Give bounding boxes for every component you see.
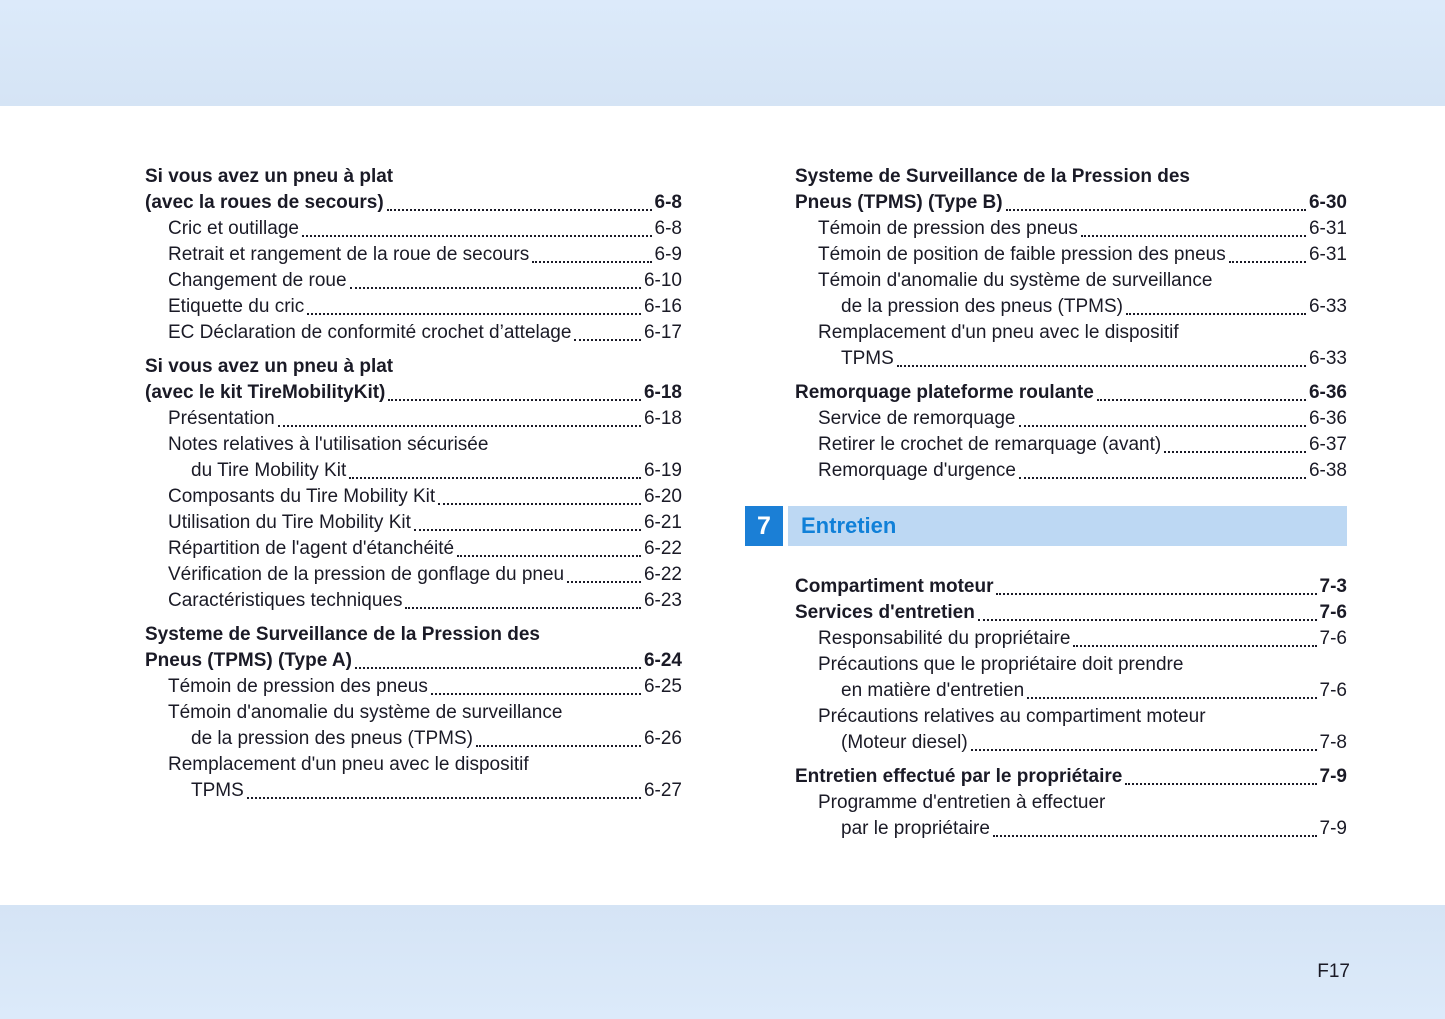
- toc-page-number: 6-38: [1308, 460, 1347, 481]
- toc-page-number: 6-31: [1308, 218, 1347, 239]
- toc-entry-text: Si vous avez un pneu à plat: [145, 166, 394, 187]
- toc-entry: [795, 600, 1347, 626]
- toc-page-number: 6-33: [1308, 348, 1347, 369]
- toc-page-number: 6-8: [654, 192, 682, 213]
- toc-entry: [145, 406, 682, 432]
- toc-entry: [795, 678, 1347, 704]
- toc-page-number: 6-8: [654, 218, 682, 239]
- dot-leader: [438, 503, 641, 505]
- toc-entry-text: Témoin d'anomalie du système de surveillance: [168, 702, 563, 723]
- toc-entry-text: Répartition de l'agent d'étanchéité: [168, 538, 455, 559]
- toc-entry-text: Précautions que le propriétaire doit prendre: [818, 654, 1184, 675]
- dot-leader: [993, 835, 1317, 837]
- toc-entry: [145, 458, 682, 484]
- toc-column-left: [145, 164, 682, 804]
- toc-section-tpms-type-b: [795, 164, 1347, 484]
- toc-page-number: 6-37: [1308, 434, 1347, 455]
- toc-entry-text: (Moteur diesel): [841, 732, 968, 753]
- toc-entry-text: Etiquette du cric: [168, 296, 305, 317]
- toc-entry-text: de la pression des pneus (TPMS): [841, 296, 1123, 317]
- toc-entry-text: Cric et outillage: [168, 218, 299, 239]
- dot-leader: [978, 619, 1317, 621]
- dot-leader: [532, 261, 651, 263]
- toc-entry-text: Pneus (TPMS) (Type A): [145, 650, 352, 671]
- toc-page-number: 7-9: [1319, 818, 1347, 839]
- toc-entry: [795, 574, 1347, 600]
- toc-page-number: 7-6: [1319, 628, 1347, 649]
- toc-entry-text: Témoin de pression des pneus: [818, 218, 1078, 239]
- dot-leader: [567, 581, 641, 583]
- toc-entry: [145, 484, 682, 510]
- dot-leader: [387, 209, 652, 211]
- toc-entry-text: Compartiment moteur: [795, 576, 994, 597]
- toc-entry: [795, 346, 1347, 372]
- dot-leader: [1125, 783, 1316, 785]
- toc-column-right: [757, 164, 1347, 842]
- toc-entry: [145, 380, 682, 406]
- toc-page-number: 6-9: [654, 244, 682, 265]
- toc-entry: [145, 778, 682, 804]
- toc-entry: [145, 164, 682, 190]
- toc-entry: [795, 432, 1347, 458]
- toc-page-number: 6-19: [643, 460, 682, 481]
- toc-page-number: 6-16: [643, 296, 682, 317]
- page-number: F17: [1317, 961, 1350, 982]
- toc-entry: [795, 216, 1347, 242]
- toc-entry: [795, 320, 1347, 346]
- toc-entry: [145, 190, 682, 216]
- toc-page-number: 6-10: [643, 270, 682, 291]
- toc-entry-text: Retirer le crochet de remarquage (avant): [818, 434, 1162, 455]
- toc-entry-text: Retrait et rangement de la roue de secours: [168, 244, 530, 265]
- toc-entry-text: Remorquage plateforme roulante: [795, 382, 1094, 403]
- toc-entry-text: TPMS: [841, 348, 894, 369]
- dot-leader: [302, 235, 652, 237]
- toc-page-number: 7-9: [1319, 766, 1347, 787]
- dot-leader: [355, 667, 641, 669]
- toc-page-number: 6-36: [1308, 382, 1347, 403]
- dot-leader: [457, 555, 641, 557]
- toc-entry: [795, 816, 1347, 842]
- dot-leader: [349, 477, 641, 479]
- toc-entry: [145, 268, 682, 294]
- toc-entry-text: Entretien effectué par le propriétaire: [795, 766, 1123, 787]
- toc-entry-text: Systeme de Surveillance de la Pression des: [145, 624, 540, 645]
- toc-page-number: 6-24: [643, 650, 682, 671]
- toc-page-number: 6-18: [643, 408, 682, 429]
- dot-leader: [1019, 477, 1306, 479]
- toc-entry-text: Responsabilité du propriétaire: [818, 628, 1071, 649]
- toc-entry-text: Service de remorquage: [818, 408, 1016, 429]
- toc-page-number: 6-30: [1308, 192, 1347, 213]
- toc-entry-text: en matière d'entretien: [841, 680, 1025, 701]
- toc-entry: [145, 510, 682, 536]
- toc-entry-text: Témoin d'anomalie du système de surveillance: [818, 270, 1213, 291]
- dot-leader: [1164, 451, 1306, 453]
- toc-entry-text: Remorquage d'urgence: [818, 460, 1016, 481]
- toc-entry: [795, 268, 1347, 294]
- toc-page-number: 6-17: [643, 322, 682, 343]
- toc-entry: [795, 458, 1347, 484]
- toc-entry-text: Précautions relatives au compartiment moteur: [818, 706, 1206, 727]
- dot-leader: [405, 607, 641, 609]
- dot-leader: [247, 797, 641, 799]
- toc-entry: [145, 700, 682, 726]
- toc-section-entretien: [795, 574, 1347, 842]
- toc-entry: [795, 242, 1347, 268]
- toc-entry-text: Pneus (TPMS) (Type B): [795, 192, 1003, 213]
- toc-entry: [145, 216, 682, 242]
- dot-leader: [1097, 399, 1306, 401]
- toc-page-number: 6-20: [643, 486, 682, 507]
- toc-entry: [145, 320, 682, 346]
- toc-page-number: 7-6: [1319, 602, 1347, 623]
- dot-leader: [350, 287, 641, 289]
- toc-entry-text: Témoin de position de faible pression des pneus: [818, 244, 1226, 265]
- toc-entry-text: Composants du Tire Mobility Kit: [168, 486, 436, 507]
- chapter-title: Entretien: [801, 513, 897, 538]
- dot-leader: [476, 745, 641, 747]
- toc-page-number: 6-33: [1308, 296, 1347, 317]
- toc-entry-text: Remplacement d'un pneu avec le dispositif: [818, 322, 1179, 343]
- toc-entry: [795, 380, 1347, 406]
- toc-page-number: 6-22: [643, 538, 682, 559]
- dot-leader: [278, 425, 641, 427]
- toc-entry-text: Vérification de la pression de gonflage du pneu: [168, 564, 565, 585]
- toc-entry: [795, 626, 1347, 652]
- toc-entry: [795, 652, 1347, 678]
- dot-leader: [1006, 209, 1306, 211]
- toc-entry-text: TPMS: [191, 780, 244, 801]
- toc-entry: [795, 764, 1347, 790]
- toc-page-number: 6-25: [643, 676, 682, 697]
- dot-leader: [1027, 697, 1316, 699]
- toc-entry: [795, 704, 1347, 730]
- toc-page-number: 7-6: [1319, 680, 1347, 701]
- toc-entry-text: (avec la roues de secours): [145, 192, 384, 213]
- toc-entry-text: Changement de roue: [168, 270, 347, 291]
- chapter-title-bar: [788, 506, 1347, 546]
- toc-entry: [795, 790, 1347, 816]
- toc-entry-text: Caractéristiques techniques: [168, 590, 403, 611]
- dot-leader: [431, 693, 641, 695]
- toc-page-number: 6-31: [1308, 244, 1347, 265]
- dot-leader: [1073, 645, 1316, 647]
- bottom-band: [0, 905, 1445, 1019]
- toc-entry: [795, 294, 1347, 320]
- dot-leader: [574, 339, 641, 341]
- toc-entry: [145, 242, 682, 268]
- chapter-number-badge: 7: [745, 506, 783, 546]
- toc-page-number: 7-3: [1319, 576, 1347, 597]
- toc-entry: [145, 432, 682, 458]
- toc-entry: [145, 674, 682, 700]
- toc-page-number: 7-8: [1319, 732, 1347, 753]
- toc-page-number: 6-18: [643, 382, 682, 403]
- toc-entry-text: Services d'entretien: [795, 602, 975, 623]
- toc-page-number: 6-21: [643, 512, 682, 533]
- toc-entry-text: EC Déclaration de conformité crochet d’attelage: [168, 322, 572, 343]
- dot-leader: [388, 399, 641, 401]
- chapter-header: [745, 506, 1347, 546]
- toc-entry-text: Systeme de Surveillance de la Pression des: [795, 166, 1190, 187]
- toc-entry: [145, 562, 682, 588]
- toc-entry-text: Remplacement d'un pneu avec le dispositif: [168, 754, 529, 775]
- toc-entry: [795, 730, 1347, 756]
- dot-leader: [414, 529, 641, 531]
- toc-entry: [145, 354, 682, 380]
- dot-leader: [1081, 235, 1306, 237]
- dot-leader: [307, 313, 641, 315]
- toc-entry-text: par le propriétaire: [841, 818, 990, 839]
- toc-entry: [145, 648, 682, 674]
- toc-entry: [145, 622, 682, 648]
- toc-entry: [145, 294, 682, 320]
- toc-entry-text: Témoin de pression des pneus: [168, 676, 428, 697]
- toc-entry-text: du Tire Mobility Kit: [191, 460, 347, 481]
- dot-leader: [971, 749, 1317, 751]
- dot-leader: [996, 593, 1316, 595]
- top-band: [0, 0, 1445, 106]
- toc-entry-text: (avec le kit TireMobilityKit): [145, 382, 386, 403]
- toc-entry: [145, 726, 682, 752]
- toc-page-number: 6-36: [1308, 408, 1347, 429]
- toc-entry: [145, 588, 682, 614]
- toc-entry-text: de la pression des pneus (TPMS): [191, 728, 473, 749]
- dot-leader: [1019, 425, 1306, 427]
- toc-entry: [795, 164, 1347, 190]
- dot-leader: [1229, 261, 1306, 263]
- toc-page-number: 6-23: [643, 590, 682, 611]
- toc-page-number: 6-27: [643, 780, 682, 801]
- toc-entry: [145, 536, 682, 562]
- toc-entry-text: Présentation: [168, 408, 275, 429]
- toc-entry-text: Utilisation du Tire Mobility Kit: [168, 512, 411, 533]
- toc-entry-text: Programme d'entretien à effectuer: [818, 792, 1106, 813]
- dot-leader: [1126, 313, 1306, 315]
- toc-entry-text: Notes relatives à l'utilisation sécurisée: [168, 434, 489, 455]
- dot-leader: [897, 365, 1306, 367]
- toc-entry: [145, 752, 682, 778]
- toc-entry: [795, 190, 1347, 216]
- toc-page-number: 6-22: [643, 564, 682, 585]
- toc-entry: [795, 406, 1347, 432]
- toc-page-number: 6-26: [643, 728, 682, 749]
- toc-entry-text: Si vous avez un pneu à plat: [145, 356, 394, 377]
